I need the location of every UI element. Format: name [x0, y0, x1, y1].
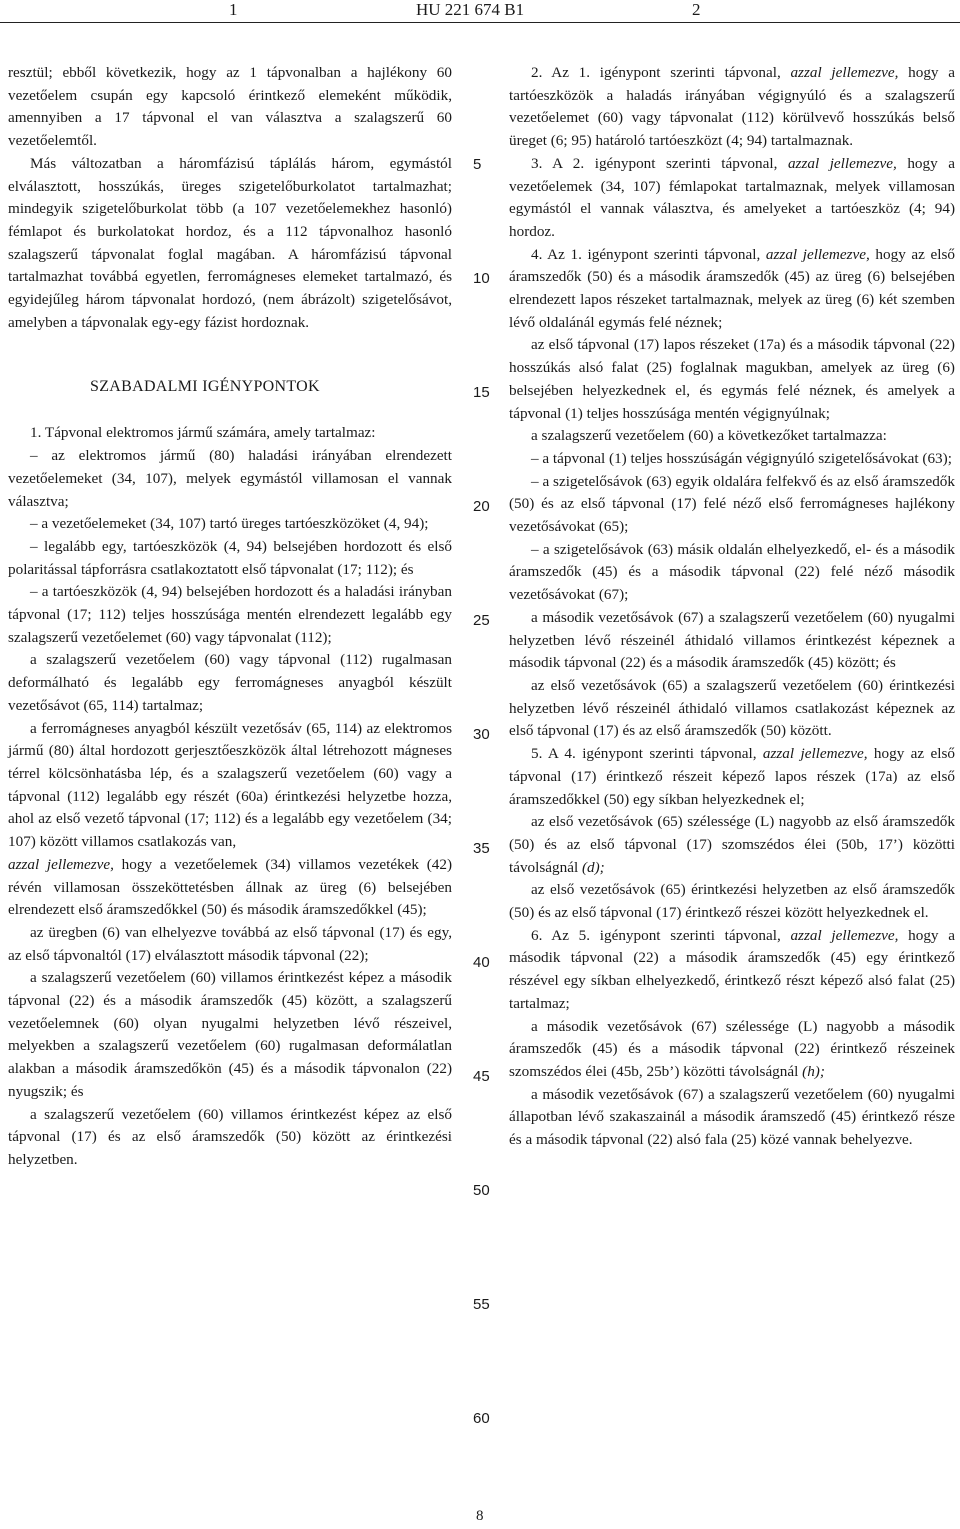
claim-item: – a szigetelősávok (63) másik oldalán elhelyezkedő, el- és a második áramszedők (45) és a második tápvonal (22) felé néző második vezetősávokat (67);: [509, 540, 955, 604]
line-number: 55: [473, 1296, 490, 1313]
paragraph: az üregben (6) van elhelyezve továbbá az első tápvonal (17) és egy, az első tápvonaltól (17) elválasztott második tápvonal (22);: [8, 923, 452, 964]
line-number: 10: [473, 270, 490, 287]
line-number: 30: [473, 726, 490, 743]
paragraph: a szalagszerű vezetőelem (60) vagy tápvonal (112) rugalmasan deformálható és legalább egy ferromágneses anyagból készült vezetősávot (65, 114) tartalmaz;: [8, 651, 452, 714]
right-page-number: 2: [692, 0, 701, 19]
document-id: HU 221 674 B1: [416, 0, 525, 19]
italic-phrase: (d);: [581, 858, 605, 876]
line-number: 60: [473, 1410, 490, 1427]
paragraph: a ferromágneses anyagból készült vezetősáv (65, 114) az elektromos jármű (80) által hordozott gerjesztőeszközök által létrehozott mágneses térrel kölcsönhatásba lép, és a szalagszerű vezetőelem (60) vagy a tápvonal (112) legalább egy részét (60a) érintkezési helyzetbe hozza, ahol az első vezető tápvonal (17; 112) és a legalább egy vezetőelem (34; 107) között villamos csatlakozás van,: [8, 719, 452, 851]
paragraph: a második vezetősávok (67) szélessége (L) nagyobb a második áramszedők (45) és a második tápvonal (22) érintkező részeinek szomszédos élei (45b, 25b’) közötti távolságnál (h);: [509, 1017, 955, 1080]
italic-phrase: azzal jellemezve,: [790, 926, 899, 944]
italic-phrase: azzal jellemezve,: [765, 245, 870, 263]
claim-2: 2. Az 1. igénypont szerinti tápvonal, azzal jellemezve, hogy a tartóeszközök a haladás irányában végignyúló és a szalagszerű vezetőelemet (60) vagy tápvonalat (112) körülvevő hosszúkás belső üreget (6; 95) határoló tartóeszközt (4; 94) tartalmaznak.: [509, 64, 955, 150]
paragraph: a szalagszerű vezetőelem (60) a következőket tartalmazza:: [531, 427, 887, 445]
paragraph: a második vezetősávok (67) a szalagszerű vezetőelem (60) nyugalmi állapotban lévő szakaszainál a második áramszedő (45) érintkező része és a második tápvonal (22) alsó fala (25) közé vannak behelyezve.: [509, 1085, 955, 1149]
line-number: 25: [473, 612, 490, 629]
paragraph: a szalagszerű vezetőelem (60) villamos érintkezést képez az első tápvonal (17) és az első áramszedők (50) között az érintkezési helyzetben.: [8, 1105, 452, 1168]
claim-item: – a vezetőelemeket (34, 107) tartó üreges tartóeszközöket (4, 94);: [30, 515, 429, 533]
line-number: 35: [473, 840, 490, 857]
claim-3: 3. A 2. igénypont szerinti tápvonal, azzal jellemezve, hogy a vezetőelemek (34, 107) fémlapokat tartalmaznak, melyek villamosan egymástól el vannak választva, és amelyeket a tartóeszköz (4; 94) hordoz.: [509, 154, 955, 240]
header-rule: [0, 22, 960, 23]
paragraph: Más változatban a háromfázisú táplálás három, egymástól elválasztott, hosszúkás, üreges szigetelőburkolatot tartalmazhat; mindegyik szigetelőburkolat több (a 107 vezetőelemekhez hasonló) fémlapot és burkolatokat hordoz, és a 112 tápvonalhoz hasonló szalagszerű tápvonalat foglal magában. A háromfázisú tápvonal tartalmazhat továbbá egyetlen, ferromágneses elemeket tartalmazó, és egyidejűleg három tápvonalat hordozó, (nem ábrázolt) szigetelősávot, amelyben a tápvonalak egy-egy fázist hordoznak.: [8, 154, 452, 331]
claim-item: – a tápvonal (1) teljes hosszúságán végignyúló szigetelősávokat (63);: [531, 449, 952, 467]
footer-page-number: 8: [476, 1508, 484, 1524]
claim-6: 6. Az 5. igénypont szerinti tápvonal, azzal jellemezve, hogy a második tápvonal (22) a második áramszedők (45) egy érintkező részével egy síkban elhelyezkedő, érintkező részt képező alsó falat (25) tartalmaz;: [509, 926, 955, 1012]
line-number: 50: [473, 1182, 490, 1199]
claim-1-intro: 1. Tápvonal elektromos jármű számára, amely tartalmaz:: [30, 424, 376, 442]
italic-phrase: azzal jellemezve,: [8, 855, 114, 873]
claims-heading: SZABADALMI IGÉNYPONTOK: [90, 378, 320, 396]
line-number: 20: [473, 498, 490, 515]
claim-item: – az elektromos jármű (80) haladási irányában elrendezett vezetőelemeket (34, 107), melyek egymástól villamosan el vannak választva;: [8, 447, 452, 510]
paragraph: az első vezetősávok (65) érintkezési helyzetben az első áramszedők (50) és az első tápvonal (17) érintkező részei között helyezkednek el.: [509, 881, 955, 922]
italic-phrase: azzal jellemezve,: [790, 64, 899, 81]
line-number: 45: [473, 1068, 490, 1085]
claim-4: 4. Az 1. igénypont szerinti tápvonal, azzal jellemezve, hogy az első áramszedők (50) és a második áramszedők (45) az üreg (6) belsejében elrendezett lapos részeket tartalmaznak, melyek az üreg (6) két szemben lévő oldalánál egymás felé néznek;: [509, 245, 955, 331]
paragraph: resztül; ebből következik, hogy az 1 tápvonalban a hajlékony 60 vezetőelem csupán egy kapcsoló érintkező elemeként működik, amennyiben a 17 tápvonal el van választva a szalagszerű 60 vezetőelemtől.: [8, 64, 452, 150]
paragraph: a második vezetősávok (67) a szalagszerű vezetőelem (60) nyugalmi helyzetben lévő részeinél áthidaló villamos érintkezést képeznek a második tápvonal (22) és a második áramszedők (45) között; és: [509, 608, 955, 672]
line-number: 15: [473, 384, 490, 401]
paragraph: az első tápvonal (17) lapos részeket (17a) és a második tápvonal (22) hosszúkás alsó falat (25) foglalnak magukban, amelyek az üreg (6) belsejében helyezkednek el, és egymás felé néznek, és amelyek a tápvonal (1) teljes hosszúsága mentén végignyúlnak;: [509, 336, 955, 422]
paragraph: az első vezetősávok (65) a szalagszerű vezetőelem (60) érintkezési helyzetben lévő részeinél áthidaló villamos csatlakozást képeznek az első tápvonal (17) és az első áramszedők (50) között.: [509, 676, 955, 740]
paragraph: azzal jellemezve, hogy a vezetőelemek (34) villamos vezetékek (42) révén villamosan összeköttetésben állnak az üreg (6) belsejében elrendezett első áramszedőkkel (50) és második áramszedőkkel (45);: [8, 855, 452, 919]
right-column: [509, 62, 955, 1152]
page-header: [0, 0, 960, 24]
left-page-number: 1: [229, 0, 238, 19]
claim-item: – a tartóeszközök (4, 94) belsejében hordozott és a haladási irányban tápvonal (17; 112) teljes hosszúsága mentén elrendezett legalább egy szalagszerű vezetőelemet (60) vagy tápvonalat (112);: [8, 583, 452, 646]
claim-5: 5. A 4. igénypont szerinti tápvonal, azzal jellemezve, hogy az első tápvonal (17) érintkező részeit képező lapos részek (17a) az első áramszedőkkel (50) egy síkban helyezkednek el;: [509, 745, 955, 808]
line-number: 5: [473, 156, 482, 173]
claim-item: – legalább egy, tartóeszközök (4, 94) belsejében hordozott és első polaritással tápforrásra csatlakoztatott első tápvonalat (17; 112); és: [8, 537, 452, 578]
line-number: 40: [473, 954, 490, 971]
claim-item: – a szigetelősávok (63) egyik oldalára felfekvő és az első áramszedők (50) és az első tápvonal (17) felé néző első ferromágneses hajlékony vezetősávokat (65);: [509, 472, 955, 536]
paragraph: az első vezetősávok (65) szélessége (L) nagyobb az első áramszedők (50) és az első tápvonal (17) szomszédos élei (50b, 17’) közötti távolságnál (d);: [509, 813, 955, 876]
italic-phrase: (h);: [802, 1062, 825, 1080]
left-column: [8, 62, 452, 1172]
italic-phrase: azzal jellemezve,: [787, 154, 897, 172]
paragraph: a szalagszerű vezetőelem (60) villamos érintkezést képez a második tápvonal (22) és a második áramszedők (45) között, a szalagszerű vezetőelemnek (60) olyan nyugalmi helyzetben lévő részeivel, melyekben a szalagszerű vezetőelem (60) rugalmasan deformálatlan alakban a második áramszedőkön (45) és a második tápvonalon (22) nyugszik; és: [8, 969, 452, 1100]
italic-phrase: azzal jellemezve,: [762, 745, 868, 763]
